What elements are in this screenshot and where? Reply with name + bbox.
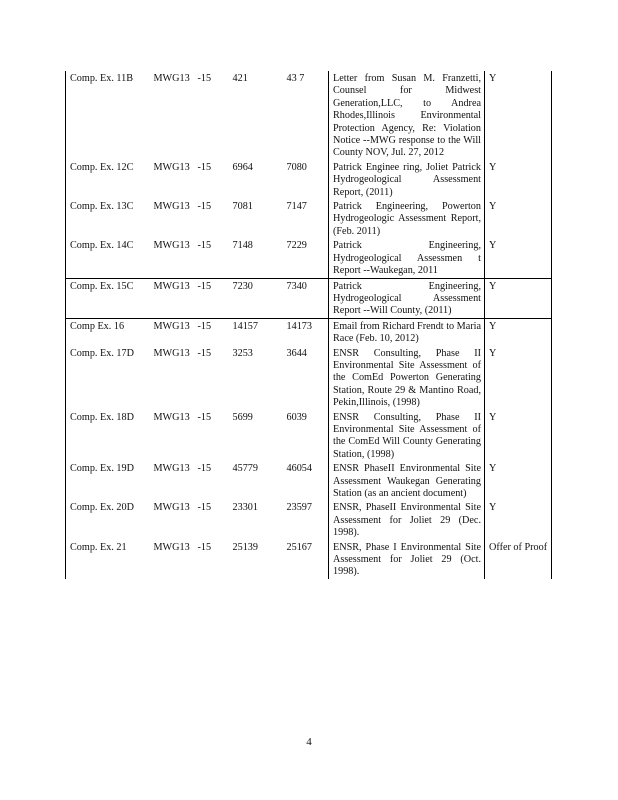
exhibit-number: Comp. Ex. 18D bbox=[66, 410, 150, 462]
exhibit-number: Comp. Ex. 21 bbox=[66, 540, 150, 579]
bates-start: 3253 bbox=[232, 347, 253, 359]
exhibit-number: Comp. Ex. 20D bbox=[66, 500, 150, 539]
exhibit-description: ENSR PhaseII Environmental Site Assessment Waukegan Generating Station (as an ancient document) bbox=[333, 463, 481, 499]
exhibit-table bbox=[65, 71, 552, 579]
admission-status: Y bbox=[485, 278, 552, 318]
exhibit-description: ENSR, Phase I Environmental Site Assessment for Joliet 29 (Oct. 1998). bbox=[333, 541, 481, 578]
bates-start: 5699 bbox=[232, 411, 253, 423]
bates-end: 7229 bbox=[284, 238, 329, 278]
exhibit-description: ENSR Consulting, Phase II Environmental Site Assessment of the ComEd Powerton Generating Station, Route 29 & Mantino Road, Pekin,Illinois, (1998) bbox=[333, 347, 481, 409]
admission-status: Y bbox=[485, 160, 552, 199]
table-row bbox=[66, 278, 552, 318]
bates-end: 3644 bbox=[284, 346, 329, 410]
bates-suffix: -15 bbox=[197, 240, 212, 252]
bates-suffix: -15 bbox=[197, 320, 212, 332]
bates-end: 25167 bbox=[284, 540, 329, 579]
bates-end: 46054 bbox=[284, 461, 329, 500]
bates-prefix: MWG13 bbox=[153, 502, 190, 514]
bates-prefix: MWG13 bbox=[153, 73, 190, 84]
bates-start: 25139 bbox=[232, 541, 258, 553]
admission-status: Y bbox=[485, 461, 552, 500]
exhibit-number: Comp. Ex. 15C bbox=[66, 278, 150, 318]
bates-start: 23301 bbox=[232, 502, 258, 514]
exhibit-number: Comp. Ex. 14C bbox=[66, 238, 150, 278]
bates-prefix: MWG13 bbox=[153, 347, 190, 359]
bates-start: 7230 bbox=[229, 278, 284, 318]
table-row bbox=[66, 318, 552, 345]
admission-status: Y bbox=[485, 410, 552, 462]
bates-end: 7147 bbox=[284, 199, 329, 238]
admission-status: Y bbox=[485, 71, 552, 160]
bates-suffix: -15 bbox=[197, 347, 212, 359]
bates-suffix: -15 bbox=[197, 541, 212, 553]
bates-start: 45779 bbox=[232, 463, 258, 475]
bates-prefix: MWG13 bbox=[153, 541, 190, 553]
exhibit-description: Patrick Engineering, Powerton Hydrogeologic Assessment Report, (Feb. 2011) bbox=[333, 201, 481, 237]
exhibit-number: Comp. Ex. 13C bbox=[66, 199, 150, 238]
bates-suffix: -15 bbox=[194, 278, 229, 318]
exhibit-description: ENSR Consulting, Phase II Environmental Site Assessment of the ComEd Will County Generating Station, (1998) bbox=[333, 411, 481, 460]
bates-suffix: -15 bbox=[197, 502, 212, 514]
bates-prefix: MWG13 bbox=[153, 201, 190, 213]
page-number: 4 bbox=[306, 736, 312, 748]
bates-start: 7148 bbox=[232, 240, 253, 252]
bates-start: 7081 bbox=[232, 201, 253, 213]
bates-prefix: MWG13 bbox=[153, 411, 190, 423]
exhibit-number: Comp. Ex. 17D bbox=[66, 346, 150, 410]
table-row bbox=[66, 71, 552, 160]
bates-prefix: MWG13 bbox=[153, 463, 190, 475]
admission-status: Y bbox=[485, 346, 552, 410]
exhibit-number: Comp Ex. 16 bbox=[66, 318, 150, 345]
exhibit-number: Comp. Ex. 12C bbox=[66, 160, 150, 199]
exhibit-number: Comp. Ex. 11B bbox=[66, 71, 150, 160]
table-row bbox=[66, 238, 552, 278]
admission-status: Y bbox=[485, 238, 552, 278]
bates-end: 43 7 bbox=[284, 71, 329, 160]
admission-status: Y bbox=[485, 199, 552, 238]
exhibit-description: ENSR, PhaseII Environmental Site Assessment for Joliet 29 (Dec. 1998). bbox=[333, 502, 481, 539]
bates-prefix: MWG13 bbox=[150, 278, 194, 318]
table-row bbox=[66, 500, 552, 539]
bates-end: 7340 bbox=[284, 278, 329, 318]
exhibit-description: Letter from Susan M. Franzetti, Counsel for Midwest Generation,LLC, to Andrea Rhodes,Illinois Environmental Protection Agency, Re: Violation Notice --MWG response to the Will County NOV, Jul. 27, 2012 bbox=[333, 73, 481, 159]
bates-prefix: MWG13 bbox=[153, 320, 190, 332]
exhibit-rows bbox=[66, 71, 552, 579]
exhibit-description: Patrick Engineering, Hydrogeological Assessment Report --Will County, (2011) bbox=[329, 278, 485, 318]
admission-status: Offer of Proof bbox=[485, 540, 552, 579]
table-row bbox=[66, 410, 552, 462]
bates-end: 6039 bbox=[284, 410, 329, 462]
table-row bbox=[66, 461, 552, 500]
exhibit-description: Patrick Enginee ring, Joliet Patrick Hydrogeological Assessment Report, (2011) bbox=[333, 161, 481, 198]
bates-prefix: MWG13 bbox=[153, 240, 190, 252]
admission-status: Y bbox=[485, 318, 552, 345]
bates-start: 14157 bbox=[232, 320, 258, 332]
table-row bbox=[66, 346, 552, 410]
table-row bbox=[66, 540, 552, 579]
bates-prefix: MWG13 bbox=[153, 161, 190, 173]
bates-suffix: -15 bbox=[197, 463, 212, 475]
bates-suffix: -15 bbox=[197, 201, 212, 213]
admission-status: Y bbox=[485, 500, 552, 539]
bates-suffix: -15 bbox=[197, 161, 212, 173]
table-row bbox=[66, 199, 552, 238]
bates-start: 421 bbox=[232, 73, 248, 84]
exhibit-description: Patrick Engineering, Hydrogeological Assessmen t Report --Waukegan, 2011 bbox=[333, 240, 481, 277]
exhibit-number: Comp. Ex. 19D bbox=[66, 461, 150, 500]
bates-end: 14173 bbox=[284, 318, 329, 345]
bates-suffix: -15 bbox=[197, 73, 212, 84]
bates-start: 6964 bbox=[232, 161, 253, 173]
bates-end: 7080 bbox=[284, 160, 329, 199]
bates-end: 23597 bbox=[284, 500, 329, 539]
table-row bbox=[66, 160, 552, 199]
exhibit-description: Email from Richard Frendt to Maria Race (Feb. 10, 2012) bbox=[333, 320, 481, 345]
bates-suffix: -15 bbox=[197, 411, 212, 423]
